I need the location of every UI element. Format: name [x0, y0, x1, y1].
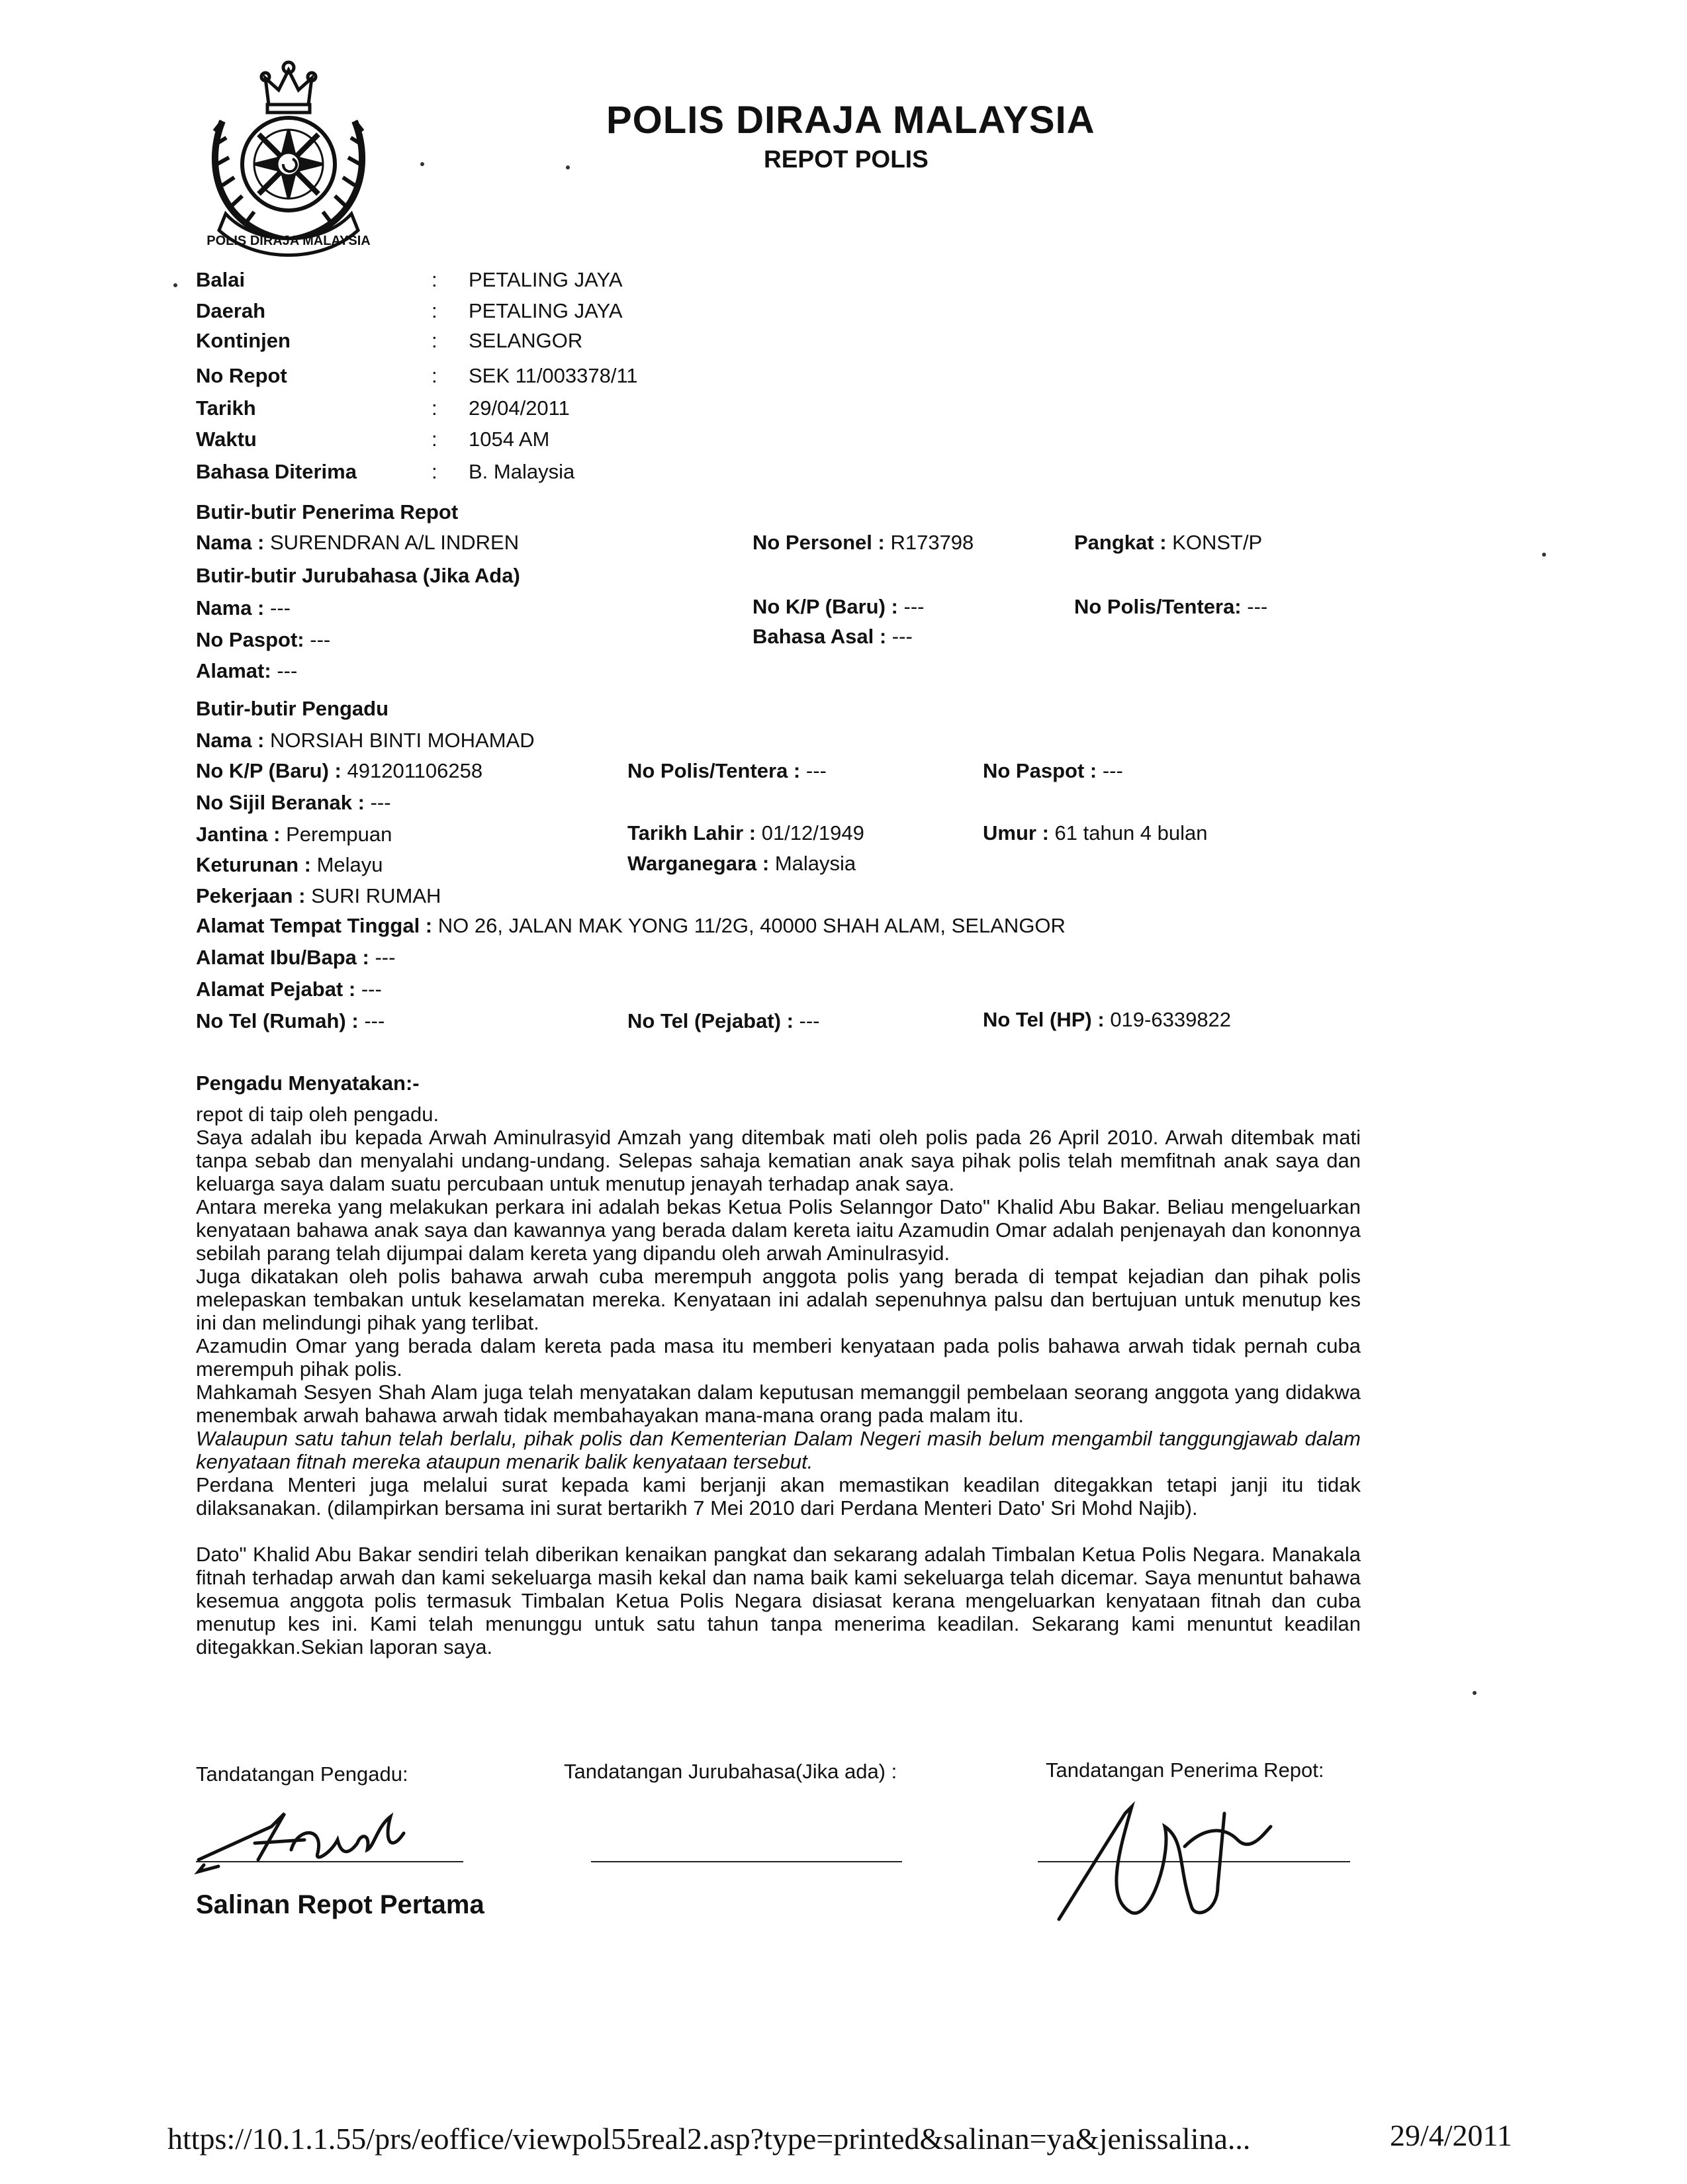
pengadu-telpejabat: No Tel (Pejabat) : --- — [627, 1009, 820, 1032]
pengadu-telrumah: No Tel (Rumah) : --- — [196, 1009, 385, 1032]
statement-body — [196, 1103, 1361, 1659]
info-value: B. Malaysia — [469, 460, 575, 483]
scan-speck — [1542, 553, 1546, 557]
info-colon: : — [432, 460, 437, 483]
statement-paragraph: Dato" Khalid Abu Bakar sendiri telah diberikan kenaikan pangkat dan sekarang adalah Timbalan Ketua Polis Negara. Manakala fitnah terhadap arwah dan kami sekeluarga masih kekal dan nama baik kami sekeluarga telah dicemar. Saya menuntut bahawa kesemua anggota polis termasuk Timbalan Ketua Polis Negara disiasat kerana mengeluarkan kenyataan fitnah dan cuba menutup kes ini. Kami telah menunggu untuk satu tahun tanpa menerima keadilan. Sekarang kami menuntut keadilan ditegakkan.Sekian laporan saya. — [196, 1543, 1361, 1659]
section-heading-jurubahasa: Butir-butir Jurubahasa (Jika Ada) — [196, 564, 520, 587]
pengadu-umur: Umur : 61 tahun 4 bulan — [983, 821, 1208, 844]
pengadu-warga: Warganegara : Malaysia — [627, 852, 856, 875]
section-heading-pengadu: Butir-butir Pengadu — [196, 697, 389, 720]
scan-speck — [1473, 1691, 1477, 1695]
info-colon: : — [432, 396, 437, 420]
pengadu-paspot: No Paspot : --- — [983, 759, 1123, 782]
scan-speck — [173, 283, 177, 287]
info-label: Daerah — [196, 299, 266, 322]
info-colon: : — [432, 428, 437, 451]
signature-label-pengadu: Tandatangan Pengadu: — [196, 1762, 408, 1786]
svg-text:POLIS DIRAJA MALAYSIA: POLIS DIRAJA MALAYSIA — [206, 234, 371, 248]
statement-paragraph: Juga dikatakan oleh polis bahawa arwah cuba merempuh anggota polis yang berada di tempat kejadian dan pihak polis melepaskan tembakan untuk keselamatan mereka. Kenyataan ini adalah sepenuhnya palsu dan bertujuan untuk menutup kes ini dan melindungi pihak yang terlibat. — [196, 1265, 1361, 1334]
report-title: POLIS DIRAJA MALAYSIA — [606, 99, 1095, 142]
info-colon: : — [432, 364, 437, 387]
info-value: SELANGOR — [469, 329, 583, 352]
info-label: Waktu — [196, 428, 257, 451]
police-crest-icon — [196, 58, 381, 257]
info-value: SEK 11/003378/11 — [469, 364, 638, 387]
info-label: Bahasa Diterima — [196, 460, 357, 483]
copy-label: Salinan Repot Pertama — [196, 1890, 484, 1919]
info-label: Tarikh — [196, 396, 256, 420]
jurubahasa-paspot: No Paspot: --- — [196, 628, 331, 651]
statement-paragraph: Mahkamah Sesyen Shah Alam juga telah menyatakan dalam keputusan memanggil pembelaan seorang anggota yang didakwa menembak arwah bahawa arwah tidak membahayakan mana-mana orang pada malam itu. — [196, 1381, 1361, 1427]
penerima-nama: Nama : SURENDRAN A/L INDREN — [196, 531, 520, 554]
pengadu-nama: Nama : NORSIAH BINTI MOHAMAD — [196, 729, 535, 752]
pengadu-alamat: Alamat Tempat Tinggal : NO 26, JALAN MAK YONG 11/2G, 40000 SHAH ALAM, SELANGOR — [196, 914, 1066, 937]
jurubahasa-kp: No K/P (Baru) : --- — [752, 595, 925, 618]
scan-speck — [566, 165, 570, 169]
handwritten-signature-icon — [1052, 1787, 1304, 1933]
signature-line-pengadu — [196, 1861, 463, 1862]
scan-speck — [420, 162, 424, 166]
statement-paragraph: repot di taip oleh pengadu. — [196, 1103, 439, 1126]
report-subtitle: REPOT POLIS — [764, 146, 929, 173]
footer-date: 29/4/2011 — [1390, 2118, 1512, 2152]
jurubahasa-polis: No Polis/Tentera: --- — [1074, 595, 1268, 618]
jurubahasa-alamat: Alamat: --- — [196, 659, 298, 682]
pengadu-lahir: Tarikh Lahir : 01/12/1949 — [627, 821, 864, 844]
pengadu-pekerjaan: Pekerjaan : SURI RUMAH — [196, 884, 441, 907]
signature-label-penerima: Tandatangan Penerima Repot: — [1046, 1758, 1324, 1782]
pengadu-sijil: No Sijil Beranak : --- — [196, 791, 391, 814]
penerima-pangkat: Pangkat : KONST/P — [1074, 531, 1263, 554]
pengadu-ibubapa: Alamat Ibu/Bapa : --- — [196, 946, 396, 969]
signature-line-jurubahasa — [591, 1861, 902, 1862]
info-label: No Repot — [196, 364, 287, 387]
pengadu-polis: No Polis/Tentera : --- — [627, 759, 827, 782]
info-value: 29/04/2011 — [469, 396, 570, 420]
handwritten-signature-icon — [192, 1787, 477, 1880]
info-label: Kontinjen — [196, 329, 291, 352]
info-colon: : — [432, 299, 437, 322]
pengadu-pejabat: Alamat Pejabat : --- — [196, 978, 382, 1001]
statement-heading: Pengadu Menyatakan:- — [196, 1071, 420, 1095]
penerima-personel: No Personel : R173798 — [752, 531, 974, 554]
pengadu-telhp: No Tel (HP) : 019-6339822 — [983, 1008, 1232, 1031]
info-value: PETALING JAYA — [469, 299, 623, 322]
info-value: 1054 AM — [469, 428, 550, 451]
statement-paragraph: Antara mereka yang melakukan perkara ini adalah bekas Ketua Polis Selanngor Dato" Khalid Abu Bakar. Beliau mengeluarkan kenyataan bahawa anak saya dan kawannya yang berada dalam kereta iaitu Azamudin Omar adalah penjenayah dan kononnya sebilah parang telah dijumpai dalam kereta yang dipandu oleh arwah Aminulrasyid. — [196, 1195, 1361, 1265]
info-value: PETALING JAYA — [469, 268, 623, 291]
statement-paragraph: Walaupun satu tahun telah berlalu, pihak polis dan Kementerian Dalam Negeri masih belum mengambil tanggungjawab dalam kenyataan fitnah mereka ataupun menarik balik kenyataan tersebut. — [196, 1427, 1361, 1473]
statement-paragraph: Perdana Menteri juga melalui surat kepada kami berjanji akan memastikan keadilan ditegakkan tetapi janji itu tidak dilaksanakan. (dilampirkan bersama ini surat bertarikh 7 Mei 2010 dari Perdana Menteri Dato' Sri Mohd Najib). — [196, 1473, 1361, 1520]
section-heading-penerima: Butir-butir Penerima Repot — [196, 500, 459, 523]
pengadu-keturunan: Keturunan : Melayu — [196, 853, 383, 876]
jurubahasa-bahasa: Bahasa Asal : --- — [752, 625, 913, 648]
signature-label-jurubahasa: Tandatangan Jurubahasa(Jika ada) : — [564, 1760, 897, 1783]
footer-url: https://10.1.1.55/prs/eoffice/viewpol55real2.asp?type=printed&salinan=ya&jenissalina... — [167, 2122, 1251, 2156]
pengadu-kp: No K/P (Baru) : 491201106258 — [196, 759, 483, 782]
statement-paragraph: Azamudin Omar yang berada dalam kereta pada masa itu memberi kenyataan pada polis bahawa arwah tidak pernah cuba merempuh pihak polis. — [196, 1334, 1361, 1381]
info-label: Balai — [196, 268, 246, 291]
jurubahasa-nama: Nama : --- — [196, 596, 291, 619]
statement-paragraph: Saya adalah ibu kepada Arwah Aminulrasyid Amzah yang ditembak mati oleh polis pada 26 April 2010. Arwah ditembak mati tanpa sebab dan menyalahi undang-undang. Selepas sahaja kematian anak saya pihak polis telah memfitnah anak saya dan keluarga saya dalam suatu percubaan untuk menutup jenayah terhadap anak saya. — [196, 1126, 1361, 1195]
info-colon: : — [432, 329, 437, 352]
pengadu-jantina: Jantina : Perempuan — [196, 823, 392, 846]
info-colon: : — [432, 268, 437, 291]
